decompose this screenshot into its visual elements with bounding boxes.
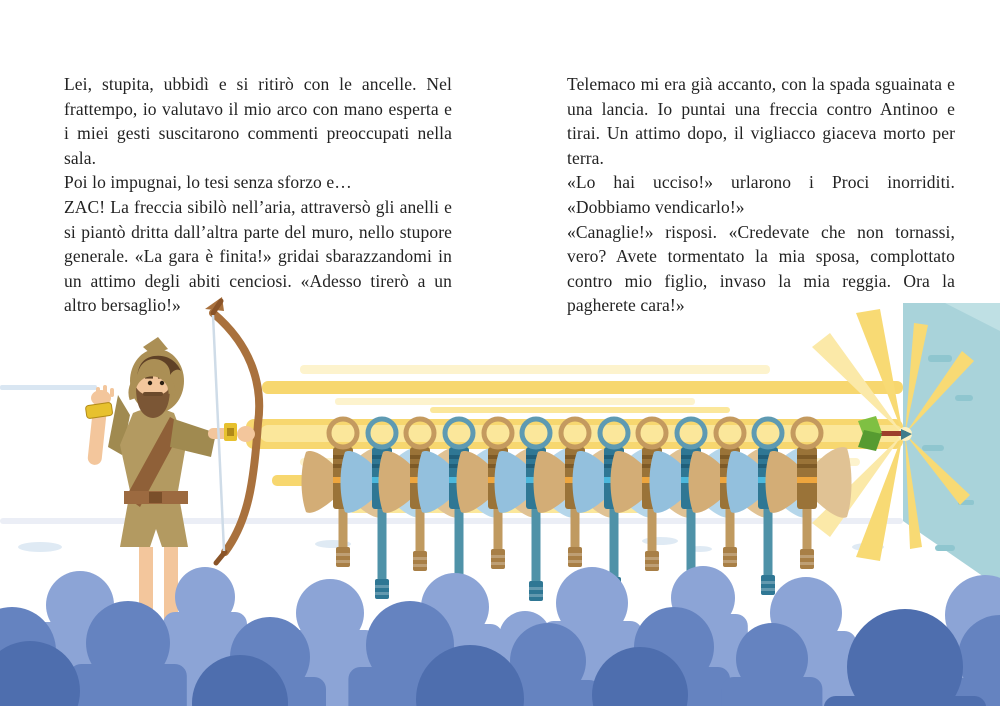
paragraph: «Canaglie!» risposi. «Credevate che non tornassi, vero? Avete tormentato la mia sposa, complottato contro mio figlio, invaso la mia reggia. Ora la pagherete cara!»	[567, 221, 955, 316]
gold-bracelet	[85, 402, 113, 418]
paragraph: «Lo hai ucciso!» urlarono i Proci inorriditi. «Dobbiamo vendicarlo!»	[567, 172, 955, 217]
paragraph: ZAC! La freccia sibilò nell’aria, attraversò gli anelli e si piantò dritta dall’altra parte del muro, nello stupore generale. «La gara è finita!» gridai sbarazzandomi in un attimo degli abiti cenciosi. «Adesso tirerò a un altro bersaglio!»	[64, 196, 452, 316]
paragraph: Lei, stupita, ubbidì e si ritirò con le ancelle. Nel frattempo, io valutavo il mio arco con mano esperta e i miei gesti suscitarono commenti preoccupati nella sala.	[64, 74, 452, 168]
archer-bow-hand	[237, 426, 255, 442]
paragraph: Poi lo impugnai, lo tesi senza sforzo e…	[64, 172, 352, 193]
text-column-left	[64, 72, 452, 318]
archer	[85, 297, 259, 621]
archer-raised-arm	[85, 385, 114, 466]
archer-leg	[164, 543, 178, 621]
archery-illustration	[0, 295, 1000, 706]
text-column-right	[567, 72, 955, 318]
paragraph: Telemaco mi era già accanto, con la spada sguainata e una lancia. Io puntai una freccia contro Antinoo e tirai. Un attimo dopo, il vigliacco giaceva morto per terra.	[567, 74, 955, 168]
archer-head	[130, 337, 184, 418]
